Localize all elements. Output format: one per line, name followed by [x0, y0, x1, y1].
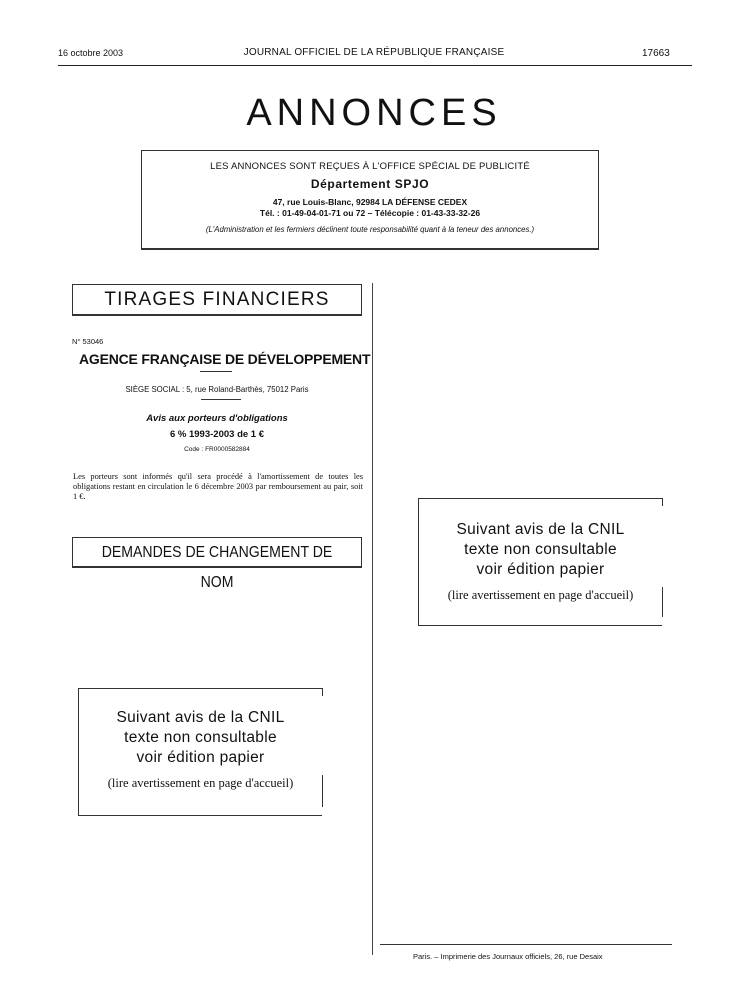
section-heading-demandes — [72, 537, 362, 591]
cnil-notice-left — [78, 688, 322, 816]
agency-name: AGENCE FRANÇAISE DE DÉVELOPPEMENT — [79, 351, 371, 367]
address-rule — [201, 399, 241, 400]
cnil-warning: (lire avertissement en page d'accueil) — [107, 776, 294, 790]
notice-number: N° 53046 — [72, 337, 104, 346]
avis-code: Code : FR0000582884 — [184, 446, 250, 453]
box-side-mark — [322, 775, 323, 807]
box-side-mark — [662, 587, 663, 617]
header-rule — [58, 65, 692, 66]
cnil-line-3: voir édition papier — [136, 749, 265, 766]
agency-rule — [200, 371, 232, 372]
cnil-warning: (lire avertissement en page d'accueil) — [447, 588, 634, 602]
header-journal-title: JOURNAL OFFICIEL DE LA RÉPUBLIQUE FRANÇAISE — [243, 47, 505, 58]
page-title: ANNONCES — [246, 92, 502, 134]
footer-imprint: Paris. – Imprimerie des Journaux officiels, 26, rue Desaix — [413, 952, 603, 961]
column-divider — [372, 283, 373, 955]
cnil-line-2: texte non consultable — [124, 729, 277, 746]
avis-rate: 6 % 1993-2003 de 1 € — [169, 429, 264, 440]
notice-intro: LES ANNONCES SONT REÇUES À L'OFFICE SPÉCIAL DE PUBLICITÉ — [210, 161, 530, 172]
cnil-line-1: Suivant avis de la CNIL — [456, 521, 625, 538]
publicity-notice-box — [141, 150, 599, 250]
notice-disclaimer: (L'Administration et les fermiers déclinent toute responsabilité quant à la teneur des annonces.) — [205, 225, 535, 234]
footer-rule — [380, 944, 672, 945]
cnil-notice-right — [418, 498, 662, 626]
cnil-line-2: texte non consultable — [464, 541, 617, 558]
box-corner-mark — [662, 498, 663, 506]
avis-body: Les porteurs sont informés qu'il sera procédé à l'amortissement de toutes les obligations restant en circulation le 6 décembre 2003 par remboursement au pair, soit 1 €. — [73, 472, 363, 501]
agency-address: SIÈGE SOCIAL : 5, rue Roland-Barthès, 75012 Paris — [125, 385, 309, 394]
avis-title: Avis aux porteurs d'obligations — [146, 413, 288, 424]
notice-address: 47, rue Louis-Blanc, 92984 LA DÉFENSE CEDEX — [272, 197, 468, 207]
cnil-line-1: Suivant avis de la CNIL — [116, 709, 285, 726]
header-date: 16 octobre 2003 — [58, 48, 124, 58]
notice-phone: Tél. : 01-49-04-01-71 ou 72 – Télécopie : 01-43-33-32-26 — [259, 208, 481, 218]
section-heading-tirages: TIRAGES FINANCIERS — [72, 284, 362, 316]
notice-department: Département SPJO — [310, 177, 430, 191]
cnil-line-3: voir édition papier — [476, 561, 605, 578]
box-corner-mark — [322, 688, 323, 696]
demandes-heading-text: DEMANDES DE CHANGEMENT DE NOM — [101, 544, 333, 591]
header-page-number: 17663 — [642, 48, 670, 59]
